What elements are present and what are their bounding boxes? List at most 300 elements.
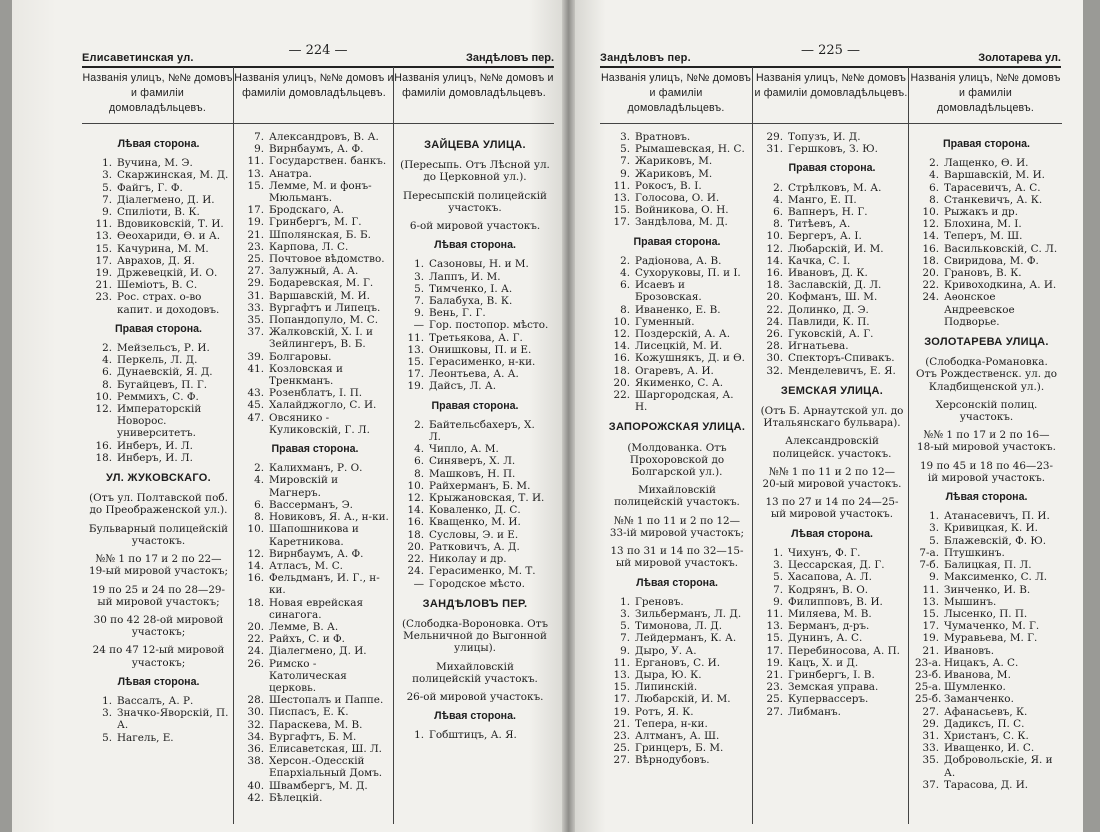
owner-name: Сухоруковы, П. и І. [635, 267, 741, 280]
owner-entry [88, 391, 229, 403]
side-heading: Правая сторона. [431, 399, 519, 412]
house-number: 6. [929, 181, 939, 194]
owner-entry [759, 131, 905, 143]
owner-entry [88, 452, 229, 464]
owner-name: Чипло, А. М. [429, 443, 499, 456]
owner-entry [240, 499, 390, 511]
house-number: 1. [414, 258, 424, 271]
house-number: 11. [95, 218, 112, 231]
house-number: 9. [620, 167, 630, 180]
right-page [575, 0, 1083, 832]
owner-entry [88, 255, 229, 267]
owner-name: Павлиди, К. П. [788, 315, 870, 328]
owner-entry [240, 399, 390, 411]
owner-entry [88, 342, 229, 354]
house-number: 11. [766, 607, 783, 620]
house-number: 1. [929, 510, 939, 523]
owner-entry [759, 681, 905, 693]
owner-name: Машковъ, Н. П. [429, 467, 516, 480]
owner-name: Иваненко, Е. В. [635, 303, 721, 316]
owner-entry [88, 732, 229, 744]
street-title: ЗАЙЦЕВА УЛИЦА. [424, 139, 526, 151]
owner-name: Халайджогло, С. И. [269, 399, 377, 412]
house-number: 2. [773, 181, 783, 194]
house-number: 2. [929, 157, 939, 170]
owner-name: Перкель, Л. Д. [117, 354, 198, 367]
owner-entry [759, 669, 905, 681]
owner-entry [88, 707, 229, 731]
owner-entry [240, 548, 390, 560]
house-number: 13. [922, 595, 939, 608]
side-heading: Лѣвая сторона. [117, 675, 200, 688]
house-number: 15. [95, 242, 112, 255]
house-number: 2. [414, 418, 424, 431]
owner-name: Дунинъ, А. С. [788, 632, 863, 645]
owner-name: Лащенко, Ѳ. И. [944, 157, 1029, 170]
street-note: №№ 1 по 11 и 2 по 12—33-ій мировой участокъ; [609, 514, 745, 539]
owner-name: Ивановъ. [944, 644, 995, 657]
house-number: 10. [407, 479, 424, 492]
house-number: 7-б. [919, 559, 939, 572]
owner-name: Залужный, А. А. [269, 265, 359, 278]
owner-entry [606, 718, 748, 730]
page-number: — 225 — [800, 43, 861, 58]
owner-entry [915, 194, 1058, 206]
owner-name: Писпасъ, Е. К. [269, 706, 349, 719]
owner-name: Фельдманъ, И. Г., н-ки. [269, 572, 380, 597]
house-number: 14. [922, 230, 939, 243]
owner-entry [759, 693, 905, 705]
house-number: 22. [247, 633, 264, 646]
house-number: 20. [613, 376, 630, 389]
house-number: 3. [773, 559, 783, 572]
street-note: 30 по 42 28-ой мировой участокъ; [93, 613, 224, 639]
owner-name: Вапнеръ, Н. Г. [788, 206, 868, 219]
house-number: 18. [922, 254, 939, 267]
house-number: 28. [247, 694, 264, 707]
owner-entry [759, 632, 905, 644]
owner-name: Атласъ, М. С. [269, 559, 343, 572]
owner-entry [915, 645, 1058, 657]
owner-entry [915, 730, 1058, 742]
owner-entry [240, 363, 390, 387]
owner-name: Варшавскій, М. И. [944, 169, 1045, 182]
owner-name: Менделевичъ, Е. Я. [788, 364, 896, 377]
side-heading: Лѣвая сторона. [434, 710, 516, 723]
owner-name: Рокосъ, В. І. [635, 179, 702, 192]
owner-name: Онишковы, П. и Е. [429, 343, 532, 356]
street-note: 19 по 45 и 18 по 46—23-ій мировой участокъ. [919, 459, 1054, 484]
owner-name: Лемме, М. и фонъ-Мюльманъ. [269, 179, 372, 205]
street-note: (Пересыпь. Отъ Лѣсной ул. до Церковной ул.). [400, 159, 550, 184]
owner-name: Исаевъ и Брозовская. [635, 279, 702, 304]
owner-entry [759, 230, 905, 242]
owner-entry [400, 271, 550, 283]
owner-entry [915, 620, 1058, 632]
owner-entry [915, 182, 1058, 194]
house-number: 6. [102, 366, 112, 379]
owner-entry [88, 243, 229, 255]
owner-name: Мировскій и Магнеръ. [269, 474, 339, 499]
owner-entry [240, 168, 390, 180]
owner-name: Вень, Г. Г. [429, 307, 486, 320]
house-number: 13. [95, 230, 112, 243]
owner-entry [88, 279, 229, 291]
house-number: 10. [613, 315, 630, 328]
house-number: 20. [247, 620, 264, 633]
owner-name: Голосова, О. И. [635, 192, 720, 205]
side-heading: Правая сторона. [633, 235, 721, 248]
house-number: 4. [102, 354, 112, 367]
house-number: 5. [773, 571, 783, 584]
house-number: 22. [613, 389, 630, 402]
owner-name: Зинченко, И. В. [944, 583, 1031, 596]
owner-name: Заманченко. [944, 693, 1014, 706]
house-number: 6. [773, 206, 783, 219]
column [752, 67, 909, 824]
house-number: 11. [613, 656, 630, 669]
owner-name: Ивановъ, Д. К. [788, 267, 868, 280]
side-heading: Лѣвая сторона. [791, 527, 873, 540]
page-number: — 224 — [288, 43, 348, 58]
street-title: ЗОЛОТАРЕВА УЛИЦА. [924, 336, 1049, 349]
owner-entry [240, 560, 390, 572]
owner-entry [915, 535, 1058, 547]
owner-entry [915, 547, 1058, 559]
house-number: 41. [247, 362, 264, 375]
owner-entry [400, 480, 550, 492]
owner-name: Розенблатъ, І. П. [269, 387, 363, 400]
house-number: 33. [922, 742, 939, 755]
owner-name: Теперъ, М. Ш. [944, 230, 1023, 243]
owner-entry [759, 291, 905, 303]
house-number: 3. [102, 707, 112, 720]
house-number: 42. [247, 791, 264, 804]
owner-entry [400, 419, 550, 443]
street-title: ЗЕМСКАЯ УЛИЦА. [780, 384, 884, 397]
house-number: 12. [766, 242, 783, 255]
owner-name: Аврахов, Д. Я. [117, 254, 195, 267]
owner-name: Афанасьевъ, К. [944, 705, 1028, 718]
owner-name: Блохина, М. І. [944, 218, 1022, 231]
owner-name: Байтельсбахеръ, Х. Л. [429, 418, 535, 444]
house-number: 14. [766, 254, 783, 267]
house-number: 10. [766, 230, 783, 243]
house-number: 5. [620, 143, 630, 156]
owner-name: Инберъ, И. Л. [117, 451, 193, 464]
owner-entry [400, 578, 550, 590]
owner-name: Кодрянъ, В. О. [788, 583, 869, 596]
owner-name: Радіонова, А. В. [635, 254, 722, 267]
owner-entry [240, 314, 390, 326]
house-number: 13. [613, 192, 630, 205]
owner-entry [400, 455, 550, 467]
owner-name: Кривицкая, К. И. [944, 522, 1038, 535]
house-number: 3. [102, 169, 112, 182]
street-title: ЗАПОРОЖСКАЯ УЛИЦА. [608, 421, 746, 434]
owner-name: Максименко, С. Л. [944, 571, 1048, 584]
owner-entry [759, 218, 905, 230]
owner-entry [606, 681, 748, 693]
owner-entry [240, 277, 390, 289]
owner-entry [240, 731, 390, 743]
house-number: 23. [95, 291, 112, 304]
owner-name: Шумленко. [944, 681, 1006, 694]
owner-name: Якименко, С. А. [635, 376, 724, 389]
owner-name: Топузъ, И. Д. [788, 131, 861, 143]
house-number: 23. [247, 240, 264, 253]
house-number: 30. [247, 706, 264, 719]
side-heading: Лѣвая сторона. [945, 491, 1028, 504]
owner-name: Тимонова, Л. Д. [635, 620, 723, 633]
owner-entry [606, 216, 748, 228]
house-number: — [413, 577, 424, 590]
owner-name: Тарасевичъ, А. С. [944, 181, 1041, 194]
owner-entry [400, 380, 550, 392]
owner-entry [606, 192, 748, 204]
house-number: 1. [620, 595, 630, 608]
owner-name: Болгаровы. [269, 350, 332, 363]
owner-entry [400, 356, 550, 368]
owner-entry [400, 504, 550, 516]
owner-name: Вучина, М. Э. [117, 157, 193, 170]
house-number: 19. [247, 216, 264, 229]
street-note: 19 по 25 и 24 по 28—29-ый мировой участокъ; [91, 583, 226, 608]
owner-entry [400, 468, 550, 480]
house-number: 16. [613, 352, 630, 365]
running-head [600, 44, 1061, 66]
house-number: 17. [613, 693, 630, 706]
owner-entry [88, 206, 229, 218]
house-number: 24. [922, 291, 939, 304]
house-number: 1. [773, 546, 783, 559]
house-number: 6. [414, 455, 424, 468]
owner-name: Долинко, Д. Э. [788, 303, 869, 316]
street-note: Михайловскій полицейскій участокъ. [412, 660, 538, 685]
owner-name: Императорскій Новорос. университетъ. [117, 403, 202, 440]
owner-entry [606, 143, 748, 155]
column-header: Названія улицъ, №№ домовъ и фамиліи домовладѣльцевъ. [234, 67, 394, 124]
owner-name: Шестопалъ и Паппе. [269, 694, 384, 707]
owner-name: Спиліоти, В. К. [117, 206, 200, 219]
owner-name: Николау и др. [429, 553, 507, 566]
house-number: 10. [247, 523, 264, 536]
owner-entry [915, 279, 1058, 291]
house-number: 9. [620, 644, 630, 657]
owner-entry [759, 584, 905, 596]
owner-entry [915, 718, 1058, 730]
owner-name: Ницакъ, А. С. [944, 656, 1019, 669]
owner-name: Городское мѣсто. [429, 577, 525, 590]
house-number: 4. [929, 169, 939, 182]
house-number: 4. [254, 474, 264, 487]
owner-entry [915, 267, 1058, 279]
owner-name: Спекторъ-Спивакъ. [788, 352, 895, 365]
owner-name: Аѳонское Андреевское Подворье. [944, 291, 1015, 328]
street-note: Херсонскій полиц. участокъ. [935, 398, 1038, 424]
side-heading: Правая сторона. [271, 443, 359, 456]
owner-entry [915, 559, 1058, 571]
house-number: 8. [102, 378, 112, 391]
house-number: 12. [407, 492, 424, 505]
owner-entry [240, 253, 390, 265]
owner-entry [915, 657, 1058, 669]
house-number: 27. [766, 705, 783, 718]
column [393, 67, 554, 824]
house-number: 24. [407, 565, 424, 578]
owner-entry [88, 230, 229, 242]
owner-entry [759, 706, 905, 718]
owner-entry [915, 169, 1058, 181]
owner-entry [606, 730, 748, 742]
owner-name: Гор. постопор. мѣсто. [429, 319, 549, 332]
owner-name: Мышинъ. [944, 595, 997, 608]
house-number: 25. [247, 253, 264, 266]
owner-name: Ергановъ, С. И. [635, 656, 721, 669]
owner-entry [759, 340, 905, 352]
owner-name: Балицкая, П. Л. [944, 559, 1032, 572]
owner-entry [606, 693, 748, 705]
owner-name: Липинскій. [635, 681, 698, 694]
owner-name: Рымашевская, Н. С. [635, 143, 745, 156]
house-number: 5. [929, 534, 939, 547]
owner-entry [915, 230, 1058, 242]
owner-name: Реммихъ, С. Ф. [117, 390, 199, 403]
owner-entry [606, 645, 748, 657]
house-number: 13. [407, 343, 424, 356]
house-number: 3. [620, 607, 630, 620]
house-number: 16. [95, 439, 112, 452]
owner-entry [88, 379, 229, 391]
running-head-left: Елисаветинская ул. [82, 52, 194, 64]
column [908, 67, 1062, 824]
column-body [82, 124, 233, 744]
owner-entry [759, 316, 905, 328]
house-number: 1. [102, 694, 112, 707]
owner-entry [915, 255, 1058, 267]
house-number: 24. [247, 645, 264, 658]
owner-entry [88, 169, 229, 181]
house-number: 25-б. [915, 693, 942, 706]
owner-name: Рос. страх. о-во капит. и доходовъ. [117, 291, 220, 316]
owner-entry [915, 522, 1058, 534]
column-header: Названія улицъ, №№ домовъ и фамиліи домовладѣльцевъ. [909, 67, 1062, 124]
owner-name: Герасименко, н-ки. [429, 356, 536, 369]
house-number: 16. [407, 516, 424, 529]
owner-entry [240, 694, 390, 706]
owner-entry [606, 620, 748, 632]
owner-entry [915, 754, 1058, 778]
side-heading: Правая сторона. [943, 138, 1030, 150]
owner-entry [759, 279, 905, 291]
side-heading: Правая сторона. [788, 162, 876, 175]
owner-name: Лейдерманъ, К. А. [635, 632, 737, 645]
owner-name: Швамбергъ, М. Д. [269, 779, 368, 792]
house-number: 18. [407, 528, 424, 541]
house-number: 17. [247, 204, 264, 217]
house-number: 8. [929, 193, 939, 206]
owner-entry [240, 216, 390, 228]
owner-entry [240, 302, 390, 314]
house-number: 14. [407, 504, 424, 517]
side-heading: Лѣвая сторона. [434, 239, 516, 252]
house-number: 5. [102, 181, 112, 194]
owner-name: Муравьева, М. Г. [944, 632, 1038, 645]
street-title: УЛ. ЖУКОВСКАГО. [106, 472, 211, 485]
owner-entry [240, 204, 390, 216]
owner-entry [400, 529, 550, 541]
owner-name: Титѣевъ, А. [788, 218, 851, 231]
house-number: 4. [620, 267, 630, 280]
house-number: 26. [766, 328, 783, 341]
owner-name: Елисаветская, Ш. Л. [269, 742, 382, 755]
owner-entry [240, 621, 390, 633]
house-number: 25-а. [915, 681, 942, 694]
house-number: 24. [766, 315, 783, 328]
owner-entry [915, 681, 1058, 693]
house-number: 15. [407, 356, 424, 369]
owner-name: Иванова, М. [944, 668, 1011, 681]
owner-name: Рыжакъ и др. [944, 206, 1019, 219]
owner-name: Либманъ. [788, 705, 841, 718]
owner-entry [606, 754, 748, 766]
owner-name: Манго, Е. П. [788, 193, 857, 206]
owner-name: Алтманъ, А. Ш. [635, 729, 720, 742]
house-number: 17. [407, 368, 424, 381]
house-number: 15. [922, 607, 939, 620]
owner-entry [915, 157, 1058, 169]
street-note: Пересыпскій полицейскій участокъ. [403, 189, 547, 214]
owner-name: Райхерманъ, Б. М. [429, 479, 531, 492]
house-number: 37. [247, 326, 264, 339]
owner-name: Шапошникова и Каретникова. [269, 523, 359, 548]
house-number: 3. [414, 270, 424, 283]
house-number: 36. [247, 742, 264, 755]
owner-entry [759, 608, 905, 620]
house-number: 4. [773, 193, 783, 206]
owner-name: Мейзельсъ, Р. И. [117, 342, 210, 355]
owner-name: Свиридова, М. Ф. [944, 254, 1039, 267]
owner-name: Дунаевскій, Я. Д. [117, 366, 213, 379]
house-number: 8. [254, 511, 264, 524]
owner-entry [400, 258, 550, 270]
house-number: 29. [766, 131, 783, 143]
house-number: 31. [766, 143, 783, 156]
owner-entry [400, 729, 550, 741]
owner-entry [240, 597, 390, 621]
owner-entry [240, 645, 390, 657]
owner-entry [240, 229, 390, 241]
owner-name: Васильковскій, С. Л. [944, 242, 1058, 255]
owner-name: Дыра, Ю. К. [635, 668, 702, 681]
owner-name: Крыжановская, Т. И. [429, 492, 545, 505]
owner-name: Гуменный. [635, 315, 695, 328]
street-note: Александровскій полицейск. участокъ. [772, 435, 892, 460]
running-head-right: Зандѣловъ пер. [465, 52, 554, 64]
owner-entry [240, 387, 390, 399]
house-number: 20. [407, 540, 424, 553]
owner-name: Дыро, У. А. [635, 644, 697, 657]
house-number: 11. [613, 179, 630, 192]
owner-entry [759, 206, 905, 218]
owner-name: Леонтьева, А. А. [429, 368, 519, 381]
column-header: Названія улицъ, №№ домовъ и фамиліи домовладѣльцевъ. [394, 67, 554, 124]
owner-name: Кривоходкина, А. И. [944, 279, 1057, 292]
house-number: 7. [620, 155, 630, 168]
house-number: 23-б. [915, 668, 942, 681]
owner-name: Герасименко, М. Т. [429, 565, 536, 578]
house-number: 6. [620, 279, 630, 292]
